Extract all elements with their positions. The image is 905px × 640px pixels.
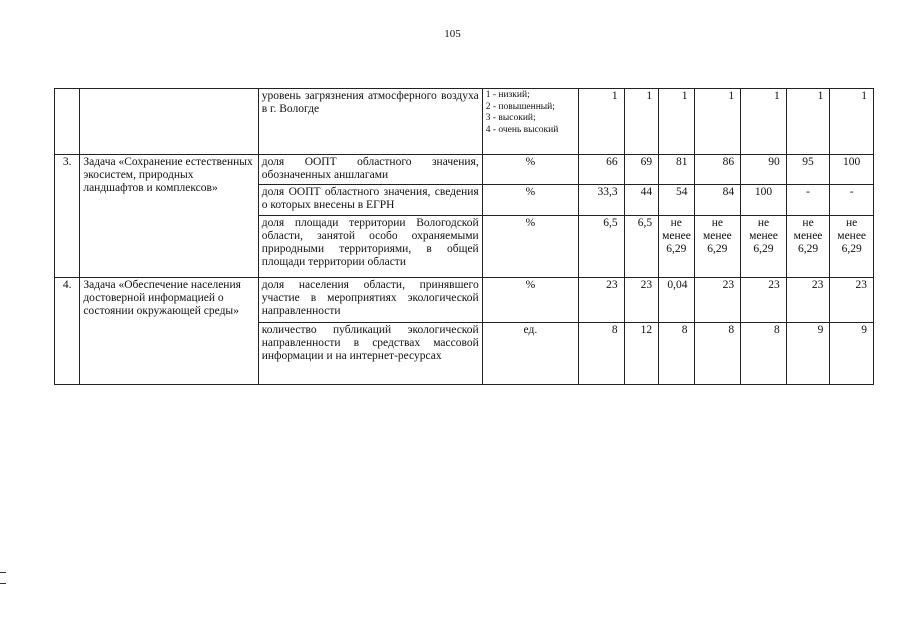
- value-cell: не менее 6,29: [694, 216, 741, 278]
- indicator-cell: доля населения области, принявшего участие в мероприятиях экологической направленности: [258, 278, 482, 323]
- task-cell: [80, 89, 258, 155]
- value-cell: не менее 6,29: [659, 216, 694, 278]
- value-cell: не менее 6,29: [741, 216, 787, 278]
- page-number: 105: [444, 28, 461, 40]
- unit-cell: %: [482, 278, 578, 323]
- value-cell: 1: [579, 89, 625, 155]
- row-number: 4.: [55, 278, 80, 385]
- unit-cell: %: [482, 216, 578, 278]
- value-cell: 6,5: [579, 216, 625, 278]
- indicator-cell: количество публикаций экологической направленности в средствах массовой информации и на интернет-ресурсах: [258, 323, 482, 385]
- value-cell: 66: [579, 155, 625, 185]
- indicator-cell: доля ООПТ областного значения, обозначенных аншлагами: [258, 155, 482, 185]
- unit-cell: %: [482, 155, 578, 185]
- table-row: [55, 278, 874, 323]
- value-cell: 6,5: [624, 216, 658, 278]
- value-cell: 0,04: [659, 278, 694, 323]
- value-cell: 81: [659, 155, 694, 185]
- value-cell: 33,3: [579, 185, 625, 216]
- value-cell: 100: [741, 185, 787, 216]
- value-cell: 8: [659, 323, 694, 385]
- margin-mark: [0, 572, 6, 573]
- value-cell: 23: [830, 278, 874, 323]
- value-cell: 1: [786, 89, 830, 155]
- value-cell: 54: [659, 185, 694, 216]
- value-cell: 23: [741, 278, 787, 323]
- value-cell: 100: [830, 155, 874, 185]
- unit-cell: %: [482, 185, 578, 216]
- indicator-cell: уровень загрязнения атмосферного воздуха в г. Вологде: [258, 89, 482, 155]
- table-row: [55, 89, 874, 155]
- value-cell: 12: [624, 323, 658, 385]
- value-cell: 44: [624, 185, 658, 216]
- value-cell: 95: [786, 155, 830, 185]
- value-cell: 1: [659, 89, 694, 155]
- unit-cell: ед.: [482, 323, 578, 385]
- value-cell: не менее 6,29: [786, 216, 830, 278]
- value-cell: 9: [786, 323, 830, 385]
- indicator-cell: доля ООПТ областного значения, сведения о которых внесены в ЕГРН: [258, 185, 482, 216]
- row-number: 3.: [55, 155, 80, 278]
- table-row: [55, 155, 874, 185]
- task-cell: Задача «Сохранение естественных экосистем, природных ландшафтов и комплексов»: [80, 155, 258, 278]
- value-cell: -: [830, 185, 874, 216]
- unit-cell: 1 - низкий; 2 - повышенный; 3 - высокий; 4 - очень высокий: [482, 89, 578, 155]
- value-cell: 90: [741, 155, 787, 185]
- margin-mark: [0, 583, 6, 584]
- task-cell: Задача «Обеспечение населения достоверной информацией о состоянии окружающей среды»: [80, 278, 258, 385]
- value-cell: 9: [830, 323, 874, 385]
- value-cell: 1: [741, 89, 787, 155]
- value-cell: 69: [624, 155, 658, 185]
- value-cell: 8: [741, 323, 787, 385]
- value-cell: 1: [830, 89, 874, 155]
- value-cell: 84: [694, 185, 741, 216]
- value-cell: 8: [579, 323, 625, 385]
- value-cell: не менее 6,29: [830, 216, 874, 278]
- value-cell: -: [786, 185, 830, 216]
- row-number: [55, 89, 80, 155]
- value-cell: 23: [694, 278, 741, 323]
- value-cell: 86: [694, 155, 741, 185]
- value-cell: 1: [694, 89, 741, 155]
- value-cell: 8: [694, 323, 741, 385]
- value-cell: 23: [624, 278, 658, 323]
- indicator-cell: доля площади территории Вологодской области, занятой особо охраняемыми природными территориями, в общей площади территории области: [258, 216, 482, 278]
- indicators-table: [54, 88, 874, 385]
- value-cell: 23: [579, 278, 625, 323]
- value-cell: 1: [624, 89, 658, 155]
- value-cell: 23: [786, 278, 830, 323]
